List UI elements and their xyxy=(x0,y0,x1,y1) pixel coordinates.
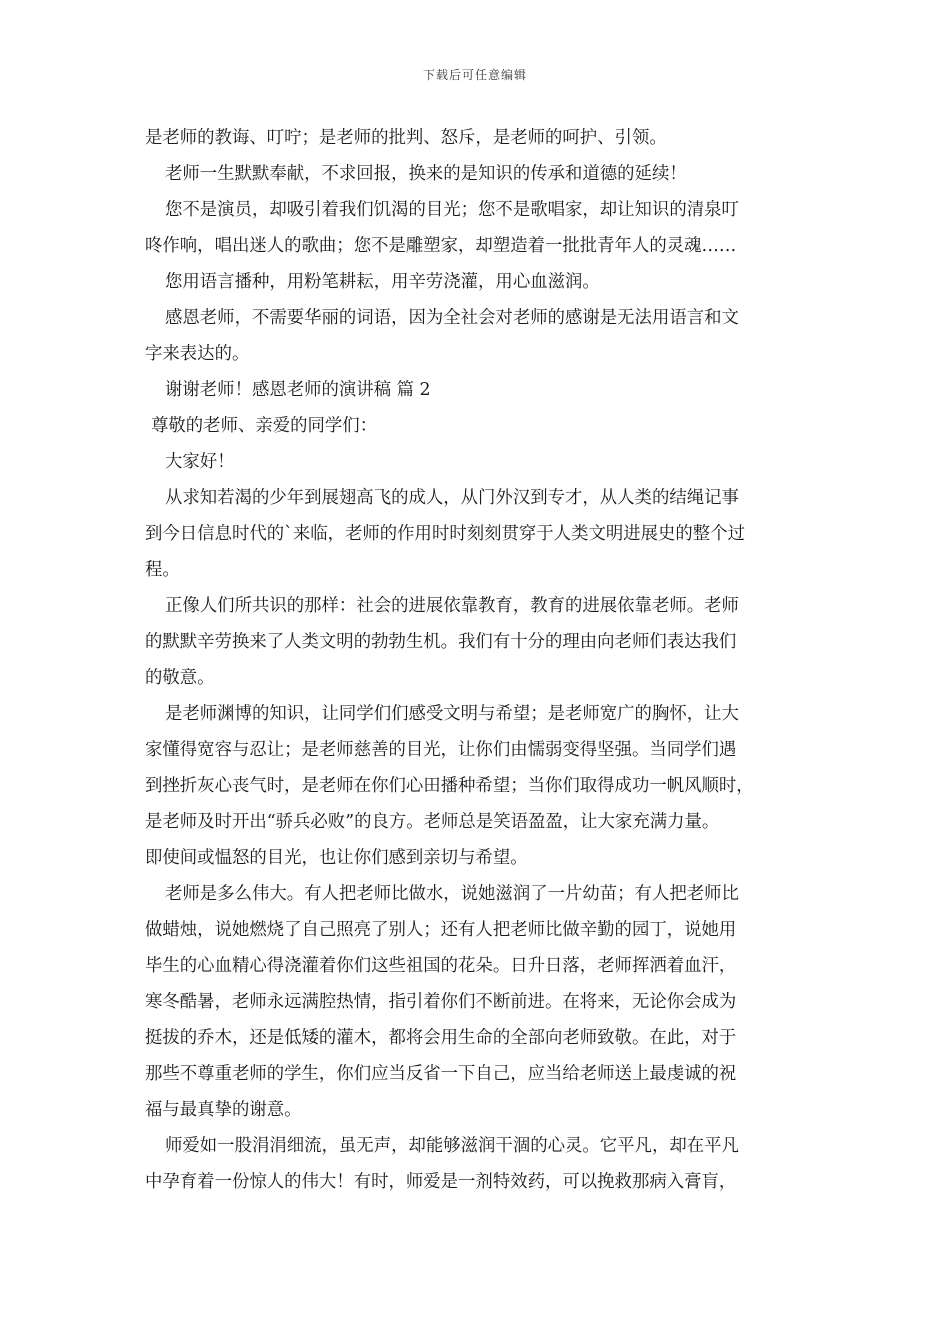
text-line: 到今日信息时代的`来临，老师的作用时时刻刻贯穿于人类文明进展史的整个过 xyxy=(145,524,745,544)
text-line: 程。 xyxy=(145,560,180,580)
text-line: 师爱如一股涓涓细流，虽无声，却能够滋润干涸的心灵。它平凡，却在平凡 xyxy=(165,1136,739,1156)
text-line: 字来表达的。 xyxy=(145,344,250,364)
text-line: 即使间或愠怒的目光，也让你们感到亲切与希望。 xyxy=(145,848,528,868)
text-line: 是老师渊博的知识，让同学们们感受文明与希望；是老师宽广的胸怀，让大 xyxy=(165,704,739,724)
text-line: 是老师及时开出“骄兵必败”的良方。老师总是笑语盈盈，让大家充满力量。 xyxy=(145,812,720,832)
text-line: 福与最真挚的谢意。 xyxy=(145,1100,302,1120)
text-line: 老师一生默默奉献，不求回报，换来的是知识的传承和道德的延续！ xyxy=(165,164,687,184)
greeting: 大家好！ xyxy=(165,452,235,472)
page-header-note: 下载后可任意编辑 xyxy=(422,68,527,82)
text-line: 从求知若渴的少年到展翅高飞的成人，从门外汉到专才，从人类的结绳记事 xyxy=(165,488,739,508)
text-line: 的敬意。 xyxy=(145,668,215,688)
text-line: 感恩老师，不需要华丽的词语，因为全社会对老师的感谢是无法用语言和文 xyxy=(165,308,739,328)
text-line: 老师是多么伟大。有人把老师比做水，说她滋润了一片幼苗；有人把老师比 xyxy=(165,884,739,904)
text-line: 您用语言播种，用粉笔耕耘，用辛劳浇灌，用心血滋润。 xyxy=(165,272,600,292)
text-line: 寒冬酷暑，老师永远满腔热情，指引着你们不断前进。在将来，无论你会成为 xyxy=(145,992,737,1012)
text-line: 是老师的教诲、叮咛；是老师的批判、怒斥，是老师的呵护、引领。 xyxy=(145,128,667,148)
text-line: 正像人们所共识的那样：社会的进展依靠教育，教育的进展依靠老师。老师 xyxy=(165,596,739,616)
text-line: 到挫折灰心丧气时，是老师在你们心田播种希望；当你们取得成功一帆风顺时， xyxy=(145,776,754,796)
text-line: 咚作响，唱出迷人的歌曲；您不是雕塑家，却塑造着一批批青年人的灵魂…… xyxy=(145,236,737,256)
text-line: 那些不尊重老师的学生，你们应当反省一下自己，应当给老师送上最虔诚的祝 xyxy=(145,1064,737,1084)
section-heading: 谢谢老师！感恩老师的演讲稿 篇 2 xyxy=(165,380,431,400)
text-line: 毕生的心血精心得浇灌着你们这些祖国的花朵。日升日落，老师挥洒着血汗， xyxy=(145,956,737,976)
text-line: 挺拔的乔木，还是低矮的灌木，都将会用生命的全部向老师致敬。在此，对于 xyxy=(145,1028,737,1048)
text-line: 的默默辛劳换来了人类文明的勃勃生机。我们有十分的理由向老师们表达我们 xyxy=(145,632,737,652)
text-line: 中孕育着一份惊人的伟大！有时，师爱是一剂特效药，可以挽救那病入膏肓， xyxy=(145,1172,737,1192)
document-body xyxy=(145,120,815,1200)
salutation: 尊敬的老师、亲爱的同学们： xyxy=(151,416,378,436)
text-line: 家懂得宽容与忍让；是老师慈善的目光，让你们由懦弱变得坚强。当同学们遇 xyxy=(145,740,737,760)
text-line: 您不是演员，却吸引着我们饥渴的目光；您不是歌唱家，却让知识的清泉叮 xyxy=(165,200,739,220)
text-line: 做蜡烛，说她燃烧了自己照亮了别人；还有人把老师比做辛勤的园丁，说她用 xyxy=(145,920,737,940)
